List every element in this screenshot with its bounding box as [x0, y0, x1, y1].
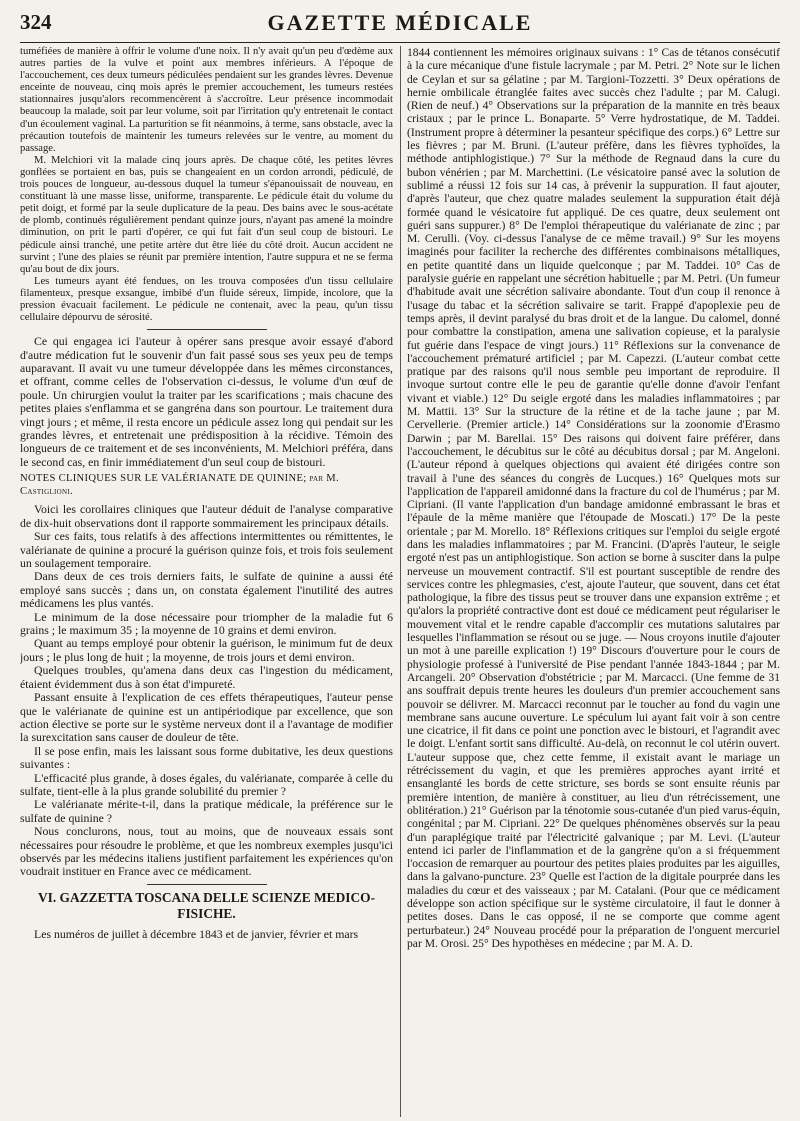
section-text — [20, 928, 393, 941]
paragraph: 1844 contiennent les mémoires originaux suivans : 1° Cas de tétanos consécutif à la cure mécanique d'une fistule lacrymale ; par M. Petri. 2° Note sur le lichen de Ceylan et sur sa gélatine ; par M. Targioni-Tozzetti. 3° Deux opérations de hernie ombilicale étranglée faites avec succès chez l'adulte ; par M. Calugi. (Rien de neuf.) 4° Observations sur la préparation de la mannite en très beaux cristaux ; par le prince L. Bonaparte. 5° Verre hydrostatique, de M. Taddei. (Instrument propre à déterminer la pesanteur spécifique des corps.) 6° Lettre sur les fièvres ; par M. Bruni. (L'auteur préfère, dans les fièvres typhoïdes, la méthode antiphlogistique.) 7° Sur la méthode de Regnaud dans la cure du bubon vénérien ; par M. Marchettini. (Le vésicatoire pansé avec la solution de sublimé a réussi 12 fois sur 14 cas, à prévenir la suppuration. Il faut ajouter, d'après l'auteur, que chez quatre malades seulement la suppuration était déjà formée quand le vésicatoire fut appliqué. De ces quatre, deux seulement ont guéri sans suppurer.) 8° De l'emploi thérapeutique du valérianate de zinc ; par M. Cerulli. (Voy. ci-dessus l'analyse de ce même travail.) 9° Sur les moyens imaginés pour faciliter la recherche des différentes combinaisons métalliques, en petite quantité dans un liquide quelconque ; par M. Taddei. 10° Cas de paralysie guérie en rappelant une sécrétion habituelle ; par M. Petri. (Un fumeur d'habitude avait une sécrétion salivaire abondante. Tout d'un coup il renonce à l'usage du tabac et la sécrétion salivaire se tarit. Frappé d'apoplexie peu de temps après, il devint paralysé du bras droit et de la langue. Du calomel, donné pour combattre la constipation, amena une salivation copieuse, et la paralysie fut guérie dans l'espace de vingt jours.) 11° Réflexions sur la convenance de l'accouchement prématuré artificiel ; par M. Capezzi. (L'auteur combat cette pratique par des raisons qu'il nous semble peu important de reproduire. Il invoque surtout contre elle le peu de garantie qu'elle donne d'avoir l'enfant vivant et viable.) 12° Du seigle ergoté dans les maladies inflammatoires ; par M. Mattii. 13° Sur la structure de la rétine et de la tache jaune ; par M. Cervellerie. (Premier article.) 14° Considérations sur la zoonomie d'Erasmo Darwin ; par M. Barellai. 15° Des raisons qui doivent faire préférer, dans l'accouchement, le décubitus sur le côté au décubitus dorsal ; par M. Angeloni. (L'auteur répond à quelques objections qui avaient été dirigées contre son travail à l'une des séances du congrès de Lucques.) 16° Quelques mots sur l'application de l'appareil amidonné dans la fracture du col de l'humérus ; par M. Cipriani. (Il vante l'application d'un bandage amidonné embrassant le bras et l'épaule de la même manière que l'étoupade de Moscati.) 17° De la peste orientale ; par M. Morello. 18° Réflexions critiques sur l'emploi du seigle ergoté dans les maladies inflammatoires ; par M. Francini. (D'après l'auteur, le seigle ergoté n'est pas un antiphlogistique. Son action se borne à susciter dans la pulpe nerveuse un mouvement contractif. S'il est pourtant susceptible de rendre des services contre les phlegmasies, c'est, ajoute l'auteur, que souvent, dans cet état pathologique, la fibre des tissus peut se trouver dans une expansion extrême ; et qu'alors la propriété contractive dont est doué ce médicament peut régulariser le mouvement vital et le rendre capable d'accomplir ces mutations salutaires par lesquelles l'inflammation se résout ou se juge. — Nous croyons inutile d'ajouter un mot à une pareille explication !) 19° Discours d'ouverture pour le cours de physiologie professé à l'université de Pise pendant l'année 1843-1844 ; par M. Arcangeli. 20° Observation d'obstétricie ; par M. Marcacci. (Une femme de 31 ans souffrait depuis trente heures les douleurs d'un premier accouchement sans pouvoir se délivrer. M. Marcacci reconnut par le toucher au fond du vagin une membrane sans aucune ouverture. Le spéculum lui ayant fait voir à son centre une cicatrice, il fit dans ce point une ponction avec le bistouri, et l'agrandit avec le doigt. L'enfant sortit sans difficulté. Au-delà, on reconnut le col utérin ouvert. L'auteur suppose que, chez cette femme, il existait avant le mariage un rétrécissement du vagin, et que les premières approches ayant irrité et ensanglanté les bords de cette stricture, ses bords se sont ensuite réunis par première intention, de manière à constituer, au lieu d'un rétrécissement, une oblitération.) 21° Guérison par la ténotomie sous-cutanée d'un pied varus-équin, congénital ; par M. Cipriani. 22° De quelques phénomènes observés sur la peau d'un paraplégique traité par l'électricité galvanique ; par M. Levi. (L'auteur entend ici parler de l'inflammation et de la gangrène qu'on a si fréquemment l'occasion de remarquer au pourtour des petites plaies produites par les aiguilles, dans la galvano-puncture. 23° Quelle est l'action de la digitale pourprée dans les maladies du cœur et des vaisseaux ; par M. Catalani. (Pour que ce médicament développe son action spécifique sur le système circulatoire, il faut le donner à petites doses. Dans le cas opposé, il ne se comporte que comme agent perturbateur.) 24° Nouveau procédé pour la préparation de l'onguent mercuriel par M. Orosi. 25° Des hypothèses en médecine ; par M. A. D. — [407, 46, 780, 950]
notes-text — [20, 503, 393, 878]
page-header — [20, 8, 780, 43]
paragraph: Quelques troubles, qu'amena dans deux cas l'ingestion du médicament, étaient évidemment dus à son état d'impureté. — [20, 663, 393, 691]
paragraph: Voici les corollaires cliniques que l'auteur déduit de l'analyse comparative de dix-huit observations dont il rapporte sommairement les principaux détails. — [20, 502, 393, 530]
column-rule — [400, 46, 401, 1117]
paragraph: Passant ensuite à l'explication de ces effets thérapeutiques, l'auteur pense que le valérianate de quinine est un antipériodique par excellence, que son action élective se porte sur le système nerveux dont il a l'avantage de modifier la surexcitation sans causer de douleur de tête. — [20, 690, 393, 745]
paragraph: M. Melchiori vit la malade cinq jours après. De chaque côté, les petites lèvres gonflées se portaient en bas, puis se changeaient en un cordon arrondi, pédiculé, de trois pouces de longueur, au-dessous duquel la tumeur s'épanouissait de nouveau, en constituant là une masse lisse, uniforme, transparente. Le pédicule était du volume du petit doigt, et formé par la seule duplicature de la peau. Des bains avec le sous-acétate de plomb, continués régulièrement pendant quinze jours, n'ayant pas amené la moindre diminution, on prit le parti d'opérer, ce qui fut fait d'un seul coup de bistouri. Le pédicule ainsi tranché, une petite artère dut être liée du côté droit. Aucun accident ne survint ; l'une des plaies se réunit par première intention, l'autre suppura et ne se ferma qu'au bout de dix jours. — [20, 154, 393, 275]
left-column — [20, 46, 393, 1117]
paragraph: L'efficacité plus grande, à doses égales, du valérianate, comparée à celle du sulfate, tient-elle à la plus grande solubilité du premier ? — [20, 770, 393, 798]
notes-title — [20, 473, 393, 498]
notes-title-author: ; par M. Castiglioni. — [20, 473, 339, 497]
paragraph: Quant au temps employé pour obtenir la guérison, le minimum fut de deux jours ; le plus long de huit ; la moyenne, de trois jours et demi environ. — [20, 636, 393, 664]
right-column — [407, 46, 780, 1117]
paragraph: Le valérianate mérite-t-il, dans la pratique médicale, la préférence sur le sulfate de quinine ? — [20, 797, 393, 825]
paragraph: Les numéros de juillet à décembre 1843 et de janvier, février et mars — [34, 926, 359, 941]
separator-rule — [147, 329, 267, 330]
case-report-text — [20, 46, 393, 324]
commentary-text — [20, 335, 393, 469]
page-number: 324 — [20, 10, 52, 34]
paragraph: Dans deux de ces trois derniers faits, le sulfate de quinine a aussi été employé sans succès ; dans un, on constata également l'inutilité des autres médicamens les plus vantés. — [20, 569, 393, 611]
section-title: VI. GAZZETTA TOSCANA DELLE SCIENZE MEDICO-FISICHE. — [37, 889, 376, 921]
separator-rule — [147, 884, 267, 885]
two-column-body — [20, 46, 780, 1117]
paragraph: Le minimum de la dose nécessaire pour triompher de la maladie fut 6 grains ; le maximum 35 ; la moyenne de 10 grains et demi environ. — [20, 609, 393, 638]
paragraph: Ce qui engagea ici l'auteur à opérer sans presque avoir essayé d'abord d'autre médication fut le souvenir d'un fait passé sous ses yeux peu de temps auparavant. Il avait vu une tumeur développée dans les mêmes circonstances, et offrant, comme celles de l'observation ci-dessus, le volume d'un œuf de poule. Un chirurgien voulut la traiter par les scarifications ; mais chacune des petites plaies s'enflamma et se gangréna dans son pourtour. Le traitement dura vingt jours ; et même, il resta encore un pédicule assez long qui pendait sur les grandes lèvres, et entretenait une prédisposition à la récidive. Témoin des longueurs de ce traitement et de ses inconvénients, M. Melchiori préféra, dans le second cas, en finir immédiatement d'un seul coup de bistouri. — [20, 334, 393, 469]
notes-title-caps: NOTES CLINIQUES SUR LE VALÉRIANATE DE QUININE — [20, 473, 304, 485]
paragraph: tuméfiées de manière à offrir le volume d'une noix. Il n'y avait qu'un peu d'œdème aux autres parties de la vulve et point aux membres inférieurs. A l'époque de l'accouchement, ces deux tumeurs pédiculées pendaient sur les grandes lèvres. Devenue enceinte de nouveau, cinq mois après le premier accouchement, les tumeurs restées stationnaires jusqu'alors recommencèrent à s'accroître. Leur présence incommodait beaucoup la malade, soit par leur volume, soit par l'irritation qu'y entretenait le contact d'un écoulement vaginal. La parturition se fit néanmoins, à terme, sans obstacle, avec la précaution toutefois de maintenir les tumeurs relevées sur le ventre, au moment du passage. — [20, 46, 393, 154]
paragraph: Sur ces faits, tous relatifs à des affections intermittentes ou rémittentes, le valérianate de quinine a procuré la guérison quinze fois, et trois fois seulement un soulagement temporaire. — [20, 529, 393, 571]
paragraph: Les tumeurs ayant été fendues, on les trouva composées d'un tissu cellulaire filamenteux, presque exsangue, imbibé d'un fluide séreux, limpide, incolore, que la pression évacuait facilement. Le pédicule ne contenait, avec la peau, qu'un tissu cellulaire dépourvu de sérosité. — [20, 275, 393, 324]
paragraph: Nous conclurons, nous, tout au moins, que de nouveaux essais sont nécessaires pour résoudre le problème, et que les nombreux exemples jusqu'ici observés par les médecins italiens justifient parfaitement les expériences qu'on voudrait instituer en France avec ce médicament. — [20, 824, 393, 879]
journal-title: GAZETTE MÉDICALE — [267, 10, 533, 35]
paragraph: Il se pose enfin, mais les laissant sous forme dubitative, les deux questions suivantes : — [20, 743, 393, 772]
